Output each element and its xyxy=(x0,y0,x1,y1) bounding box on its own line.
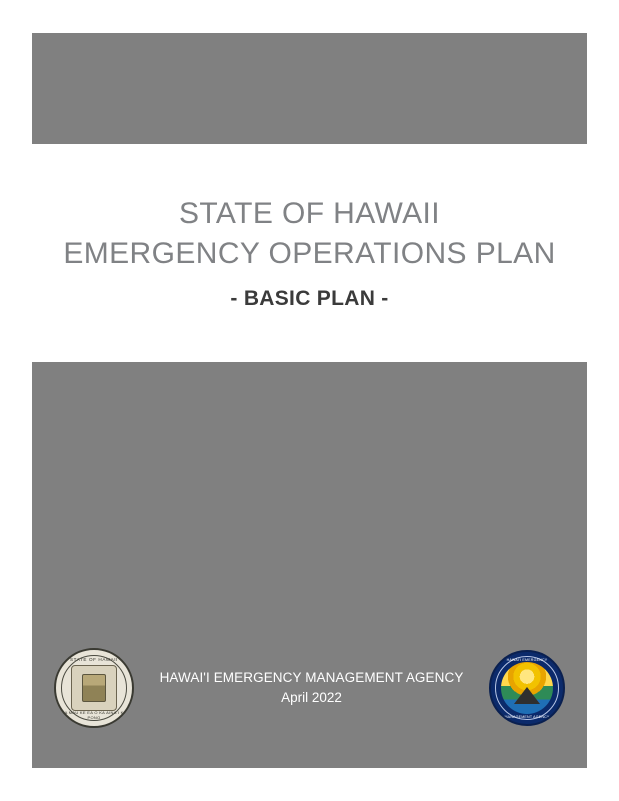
document-title-line-2: EMERGENCY OPERATIONS PLAN xyxy=(63,237,556,270)
seal-crest xyxy=(82,674,106,702)
footer-date: April 2022 xyxy=(281,689,342,705)
seal-top-text: STATE OF HAWAII xyxy=(69,657,119,662)
logo-bottom-text: MANAGEMENT AGENCY xyxy=(504,715,550,719)
seal-bottom-text: UA MAU KE EA O KA AINA I KA PONO xyxy=(61,710,127,720)
document-footer xyxy=(32,633,587,743)
document-title-line-1: STATE OF HAWAII xyxy=(179,196,440,230)
seal-inner-shield xyxy=(71,665,117,711)
logo-top-text: HAWAI'I EMERGENCY xyxy=(506,658,548,662)
document-subtitle: - BASIC PLAN - xyxy=(230,287,389,311)
logo-volcano-shape xyxy=(514,687,540,704)
title-band xyxy=(32,144,587,362)
footer-agency-name: HAWAI'I EMERGENCY MANAGEMENT AGENCY xyxy=(159,670,464,686)
document-page xyxy=(32,33,587,768)
state-of-hawaii-seal-icon xyxy=(54,648,134,728)
footer-text-block xyxy=(134,669,489,706)
hiema-logo-icon xyxy=(489,650,565,726)
